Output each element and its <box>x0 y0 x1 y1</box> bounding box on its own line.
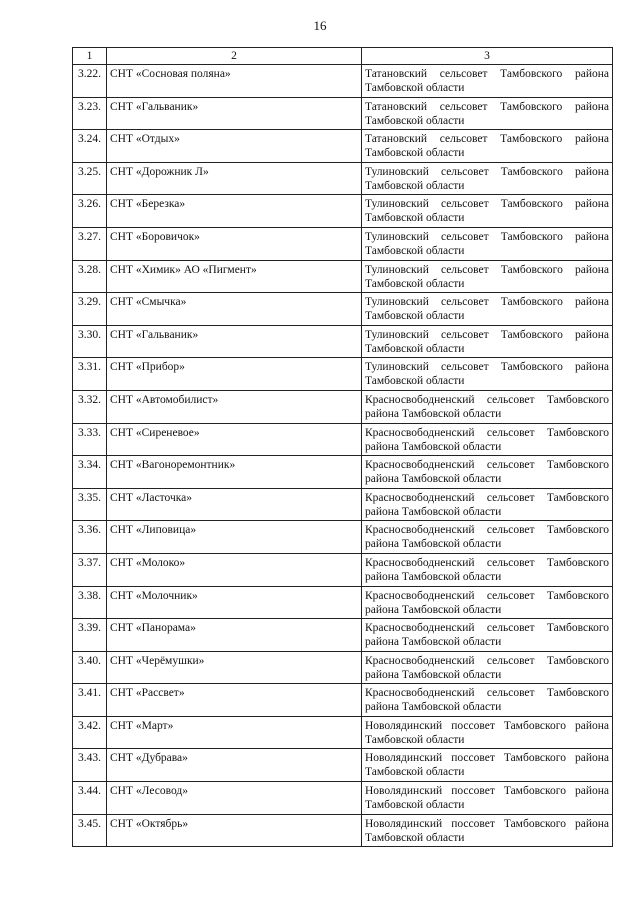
partnership-name: СНТ «Боровичок» <box>107 227 362 260</box>
table-row <box>73 358 613 391</box>
row-number: 3.34. <box>73 456 107 489</box>
table-body <box>73 65 613 847</box>
registry-table <box>72 47 613 847</box>
table-row <box>73 716 613 749</box>
table-row <box>73 65 613 98</box>
location-text: Красносвободненский сельсовет Тамбовского района Тамбовской области <box>362 553 613 586</box>
row-number: 3.30. <box>73 325 107 358</box>
row-number: 3.22. <box>73 65 107 98</box>
partnership-name: СНТ «Гальваник» <box>107 325 362 358</box>
location-text: Тулиновский сельсовет Тамбовского района Тамбовской области <box>362 162 613 195</box>
row-number: 3.24. <box>73 130 107 163</box>
partnership-name: СНТ «Лесовод» <box>107 782 362 815</box>
row-number: 3.41. <box>73 684 107 717</box>
partnership-name: СНТ «Смычка» <box>107 293 362 326</box>
location-text: Тулиновский сельсовет Тамбовского района Тамбовской области <box>362 325 613 358</box>
row-number: 3.43. <box>73 749 107 782</box>
partnership-name: СНТ «Отдых» <box>107 130 362 163</box>
column-header-3: 3 <box>362 48 613 65</box>
location-text: Тулиновский сельсовет Тамбовского района Тамбовской области <box>362 227 613 260</box>
table-row <box>73 619 613 652</box>
table-row <box>73 162 613 195</box>
table-row <box>73 553 613 586</box>
partnership-name: СНТ «Липовица» <box>107 521 362 554</box>
table-row <box>73 227 613 260</box>
location-text: Красносвободненский сельсовет Тамбовского района Тамбовской области <box>362 684 613 717</box>
row-number: 3.32. <box>73 390 107 423</box>
table-row <box>73 195 613 228</box>
row-number: 3.39. <box>73 619 107 652</box>
partnership-name: СНТ «Сосновая поляна» <box>107 65 362 98</box>
row-number: 3.25. <box>73 162 107 195</box>
partnership-name: СНТ «Прибор» <box>107 358 362 391</box>
partnership-name: СНТ «Химик» АО «Пигмент» <box>107 260 362 293</box>
row-number: 3.29. <box>73 293 107 326</box>
table-row <box>73 293 613 326</box>
location-text: Татановский сельсовет Тамбовского района Тамбовской области <box>362 97 613 130</box>
location-text: Тулиновский сельсовет Тамбовского района Тамбовской области <box>362 195 613 228</box>
page-number: 16 <box>313 18 327 33</box>
partnership-name: СНТ «Рассвет» <box>107 684 362 717</box>
partnership-name: СНТ «Март» <box>107 716 362 749</box>
row-number: 3.35. <box>73 488 107 521</box>
partnership-name: СНТ «Дубрава» <box>107 749 362 782</box>
partnership-name: СНТ «Ласточка» <box>107 488 362 521</box>
table-row <box>73 749 613 782</box>
partnership-name: СНТ «Вагоноремонтник» <box>107 456 362 489</box>
row-number: 3.37. <box>73 553 107 586</box>
row-number: 3.36. <box>73 521 107 554</box>
location-text: Красносвободненский сельсовет Тамбовского района Тамбовской области <box>362 423 613 456</box>
partnership-name: СНТ «Черёмушки» <box>107 651 362 684</box>
table-row <box>73 130 613 163</box>
row-number: 3.28. <box>73 260 107 293</box>
row-number: 3.31. <box>73 358 107 391</box>
table-row <box>73 325 613 358</box>
table-row <box>73 260 613 293</box>
location-text: Татановский сельсовет Тамбовского района Тамбовской области <box>362 130 613 163</box>
partnership-name: СНТ «Панорама» <box>107 619 362 652</box>
table-row <box>73 782 613 815</box>
location-text: Тулиновский сельсовет Тамбовского района Тамбовской области <box>362 260 613 293</box>
location-text: Новолядинский поссовет Тамбовского района Тамбовской области <box>362 716 613 749</box>
partnership-name: СНТ «Автомобилист» <box>107 390 362 423</box>
table-header-row <box>73 48 613 65</box>
row-number: 3.27. <box>73 227 107 260</box>
location-text: Красносвободненский сельсовет Тамбовского района Тамбовской области <box>362 456 613 489</box>
row-number: 3.42. <box>73 716 107 749</box>
location-text: Красносвободненский сельсовет Тамбовского района Тамбовской области <box>362 586 613 619</box>
row-number: 3.23. <box>73 97 107 130</box>
partnership-name: СНТ «Октябрь» <box>107 814 362 847</box>
location-text: Красносвободненский сельсовет Тамбовского района Тамбовской области <box>362 488 613 521</box>
location-text: Новолядинский поссовет Тамбовского района Тамбовской области <box>362 782 613 815</box>
location-text: Красносвободненский сельсовет Тамбовского района Тамбовской области <box>362 619 613 652</box>
row-number: 3.45. <box>73 814 107 847</box>
partnership-name: СНТ «Молочник» <box>107 586 362 619</box>
table-row <box>73 97 613 130</box>
location-text: Тулиновский сельсовет Тамбовского района Тамбовской области <box>362 293 613 326</box>
table-row <box>73 488 613 521</box>
partnership-name: СНТ «Березка» <box>107 195 362 228</box>
location-text: Новолядинский поссовет Тамбовского района Тамбовской области <box>362 814 613 847</box>
table-row <box>73 651 613 684</box>
partnership-name: СНТ «Сиреневое» <box>107 423 362 456</box>
table-row <box>73 586 613 619</box>
partnership-name: СНТ «Гальваник» <box>107 97 362 130</box>
row-number: 3.38. <box>73 586 107 619</box>
row-number: 3.26. <box>73 195 107 228</box>
table-row <box>73 456 613 489</box>
table-row <box>73 814 613 847</box>
row-number: 3.33. <box>73 423 107 456</box>
column-header-1: 1 <box>73 48 107 65</box>
table-row <box>73 684 613 717</box>
location-text: Татановский сельсовет Тамбовского района Тамбовской области <box>362 65 613 98</box>
table-row <box>73 423 613 456</box>
column-header-2: 2 <box>107 48 362 65</box>
partnership-name: СНТ «Дорожник Л» <box>107 162 362 195</box>
row-number: 3.44. <box>73 782 107 815</box>
location-text: Новолядинский поссовет Тамбовского района Тамбовской области <box>362 749 613 782</box>
location-text: Тулиновский сельсовет Тамбовского района Тамбовской области <box>362 358 613 391</box>
table-row <box>73 521 613 554</box>
location-text: Красносвободненский сельсовет Тамбовского района Тамбовской области <box>362 390 613 423</box>
row-number: 3.40. <box>73 651 107 684</box>
location-text: Красносвободненский сельсовет Тамбовского района Тамбовской области <box>362 521 613 554</box>
partnership-name: СНТ «Молоко» <box>107 553 362 586</box>
location-text: Красносвободненский сельсовет Тамбовского района Тамбовской области <box>362 651 613 684</box>
table-row <box>73 390 613 423</box>
